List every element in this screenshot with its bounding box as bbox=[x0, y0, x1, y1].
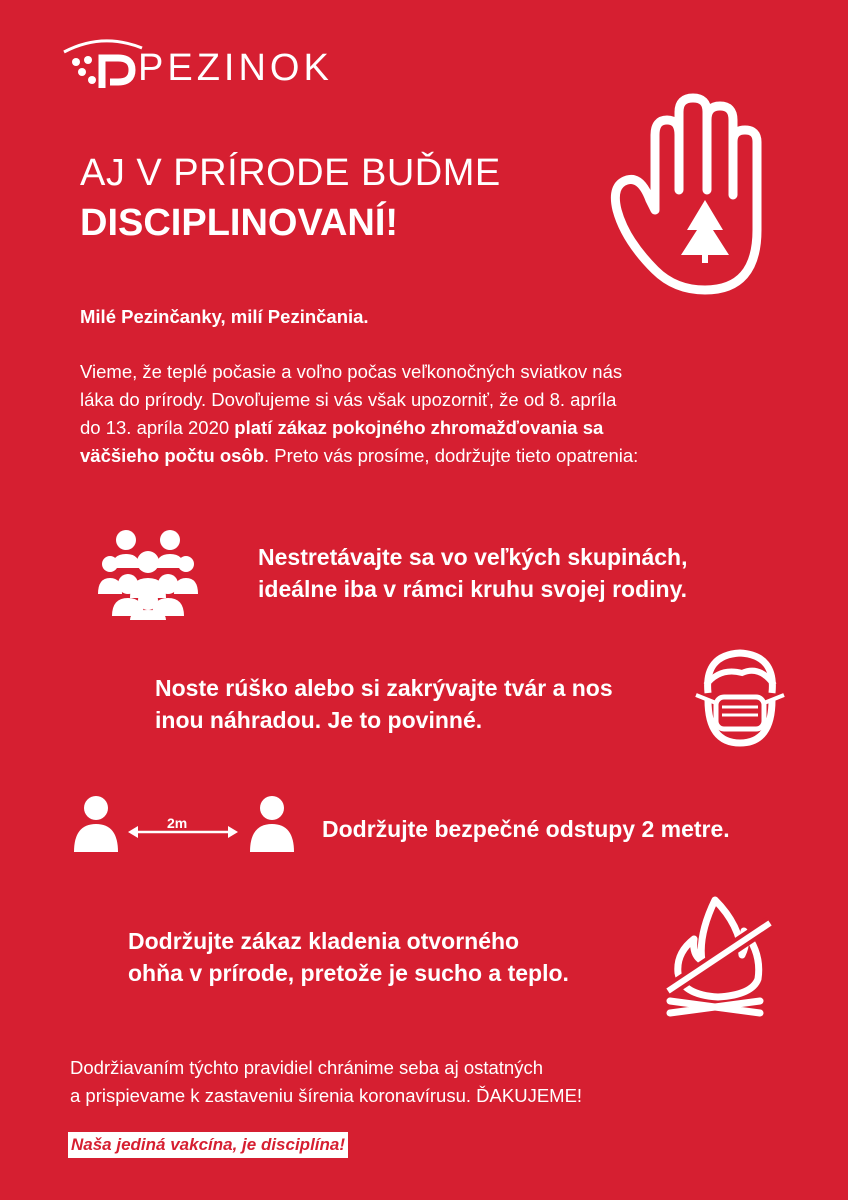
face-mask-icon bbox=[690, 645, 790, 750]
rule-group-line1: Nestretávajte sa vo veľkých skupinách, bbox=[258, 544, 688, 570]
headline-line2: DISCIPLINOVANÍ! bbox=[80, 202, 399, 244]
closing-line2: a prispievame k zastaveniu šírenia koronavírusu. ĎAKUJEME! bbox=[70, 1085, 583, 1106]
rule-fire bbox=[128, 925, 569, 989]
rule-mask bbox=[155, 672, 613, 736]
group-people-icon bbox=[98, 528, 198, 620]
logo-text: PEZINOK bbox=[138, 47, 333, 89]
headline-line1: AJ V PRÍRODE BUĎME bbox=[80, 152, 501, 194]
rule-group-line2: ideálne iba v rámci kruhu svojej rodiny. bbox=[258, 576, 688, 602]
intro-line4 bbox=[80, 442, 780, 470]
distance-label: 2m bbox=[167, 815, 188, 831]
rule-distance: Dodržujte bezpečné odstupy 2 metre. bbox=[322, 816, 730, 842]
rule-mask-line1: Noste rúško alebo si zakrývajte tvár a nos bbox=[155, 675, 613, 701]
intro-line1: Vieme, že teplé počasie a voľno počas veľkonočných sviatkov nás bbox=[80, 361, 623, 382]
greeting: Milé Pezinčanky, milí Pezinčania. bbox=[80, 306, 369, 327]
rule-fire-line2: ohňa v prírode, pretože je sucho a teplo. bbox=[128, 960, 569, 986]
intro-line3-plain: do 13. apríla 2020 bbox=[80, 417, 235, 438]
intro-line4-bold: väčšieho počtu osôb bbox=[80, 445, 265, 466]
intro-line2: láka do prírody. Dovoľujeme si vás však upozorniť, že od 8. apríla bbox=[80, 389, 617, 410]
rule-group bbox=[258, 541, 687, 605]
hand-stop-tree-icon bbox=[605, 90, 780, 300]
intro-line4-plain: . Preto vás prosíme, dodržujte tieto opatrenia: bbox=[264, 445, 639, 466]
intro-paragraph bbox=[80, 358, 780, 470]
closing-line1: Dodržiavaním týchto pravidiel chránime seba aj ostatných bbox=[70, 1057, 544, 1078]
rule-mask-line2: inou náhradou. Je to povinné. bbox=[155, 707, 483, 733]
closing-paragraph bbox=[70, 1054, 582, 1110]
no-fire-icon bbox=[660, 895, 775, 1020]
intro-line3 bbox=[80, 414, 780, 442]
rule-fire-line1: Dodržujte zákaz kladenia otvorného bbox=[128, 928, 520, 954]
slogan: Naša jediná vakcína, je disciplína! bbox=[68, 1132, 348, 1158]
intro-line3-bold: platí zákaz pokojného zhromažďovania sa bbox=[234, 417, 604, 438]
